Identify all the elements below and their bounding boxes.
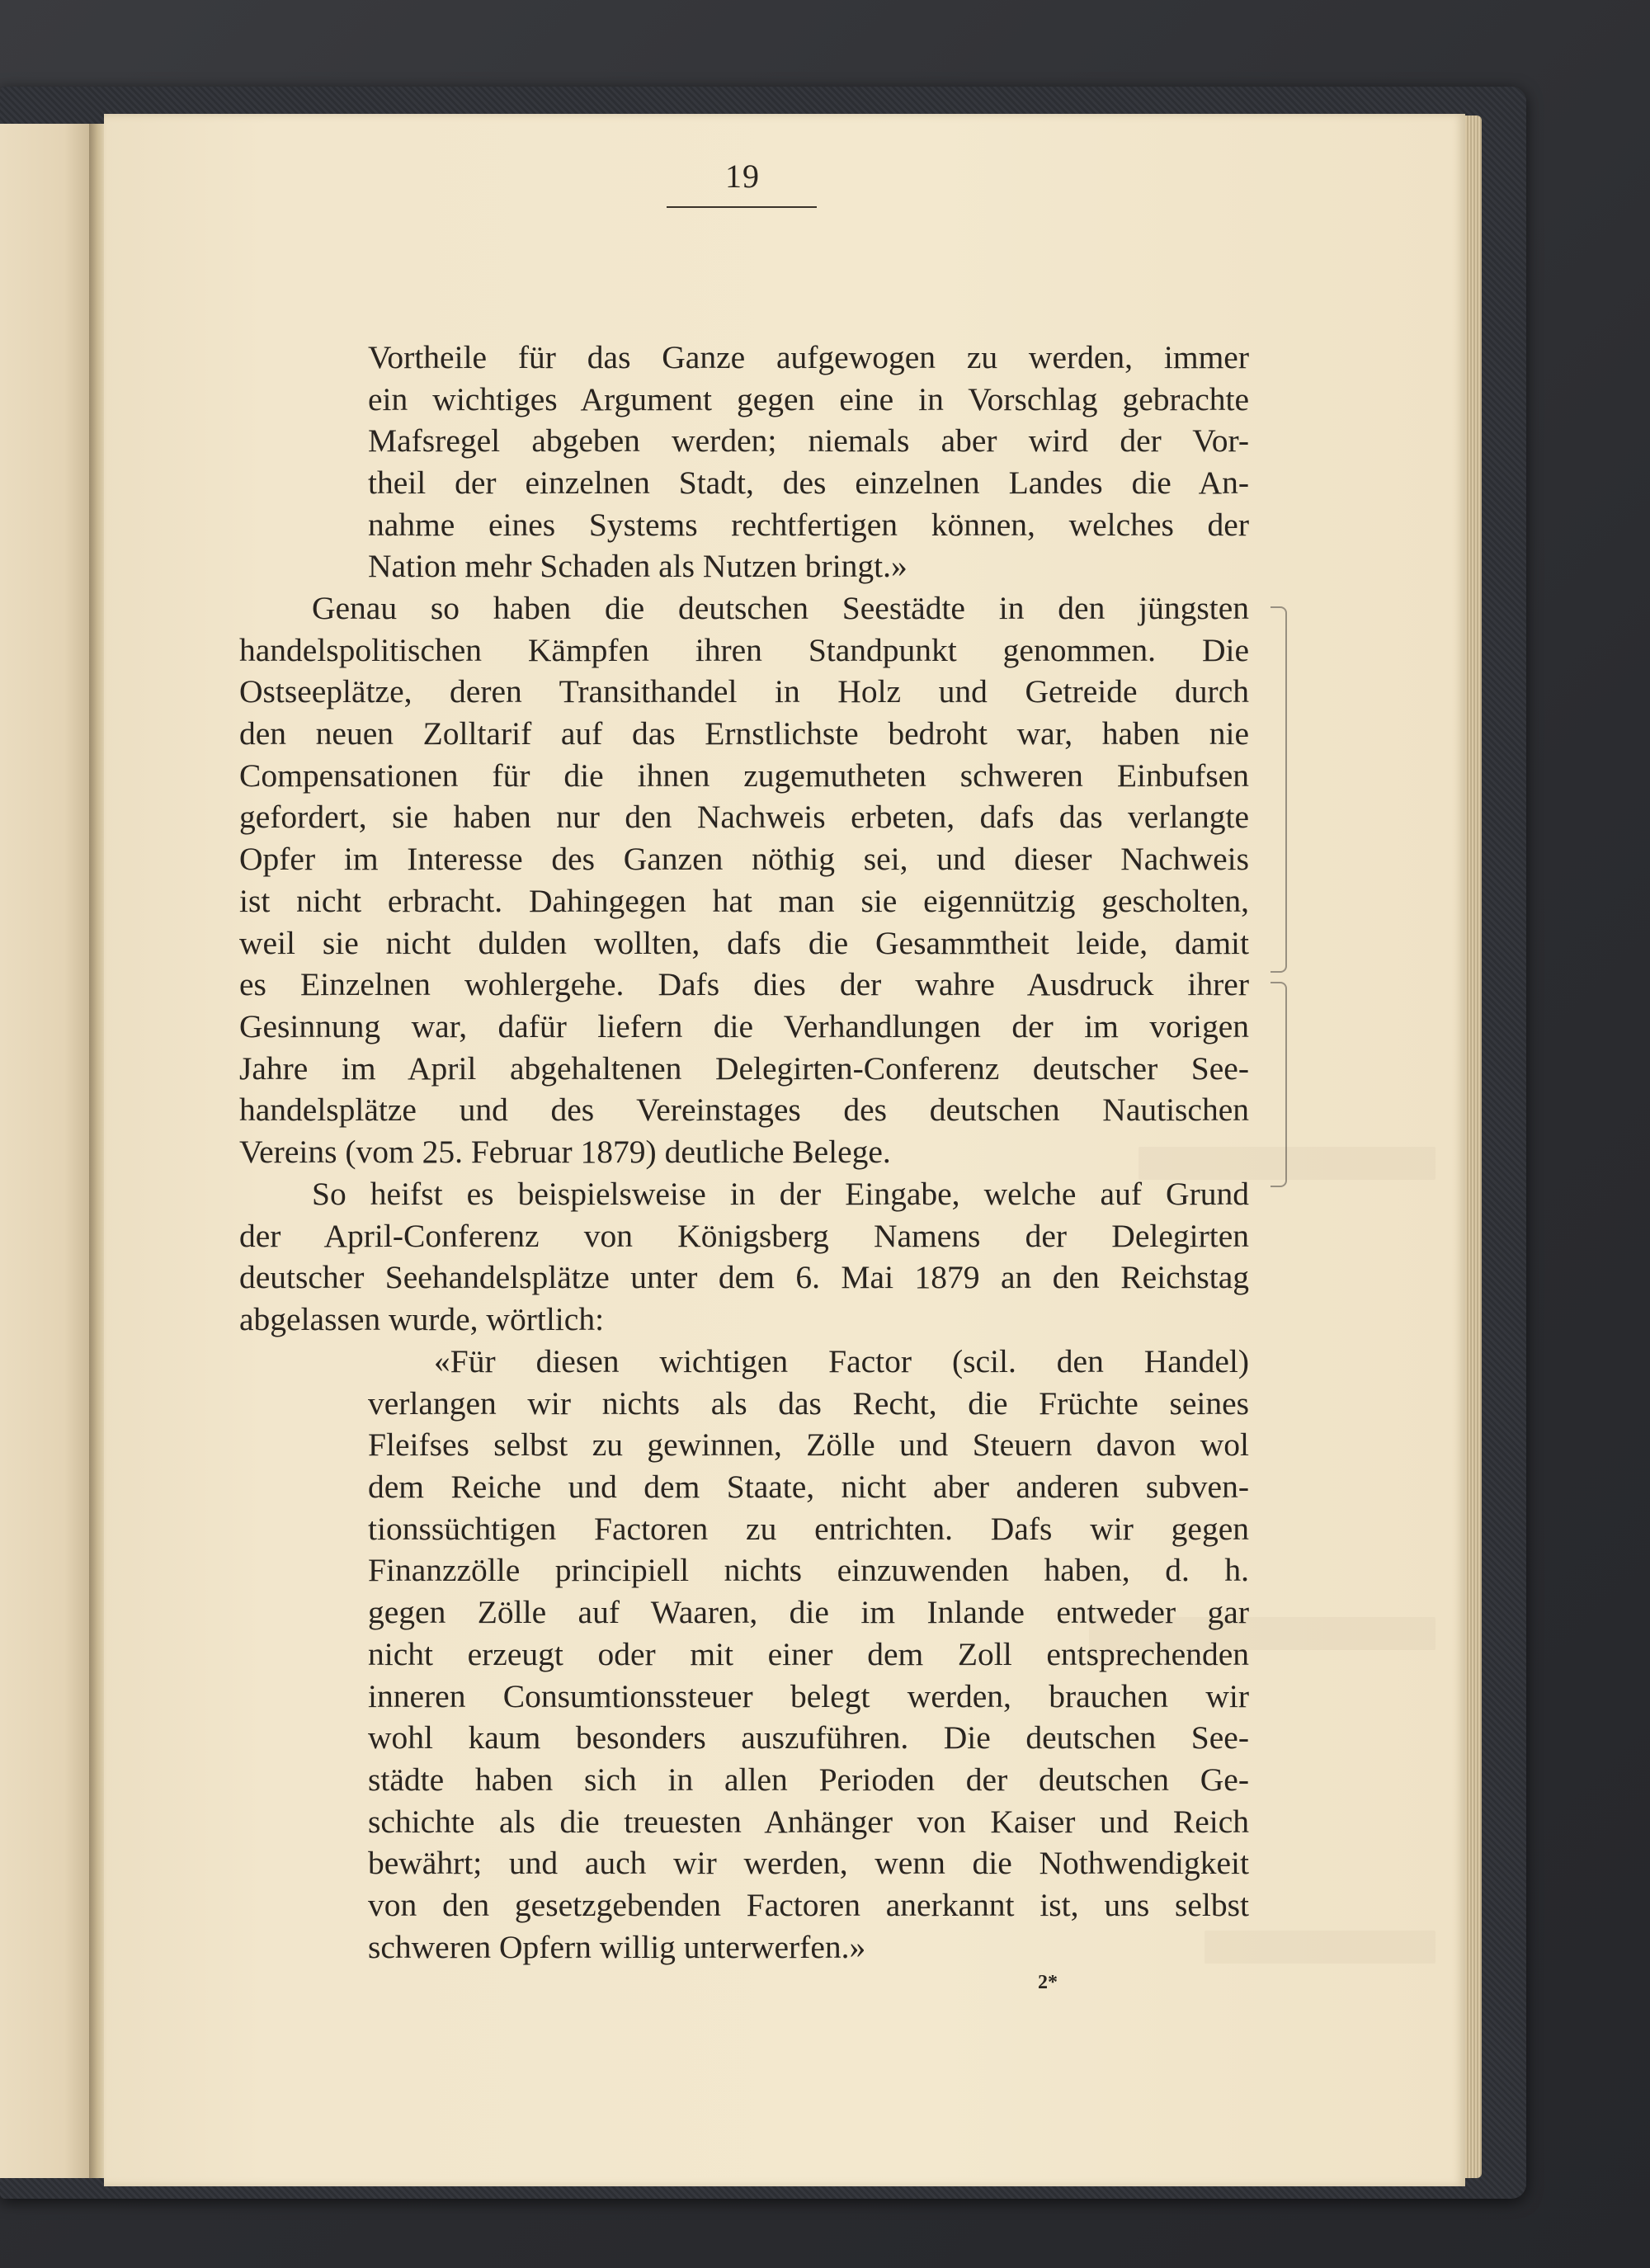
text-line: Gesinnung war, dafür liefern die Verhandlungen der im vorigen xyxy=(239,1007,1249,1044)
text-line: inneren Consumtionssteuer belegt werden, brauchen wir xyxy=(368,1677,1249,1714)
text-line: gegen Zölle auf Waaren, die im Inlande entweder gar xyxy=(368,1594,1249,1631)
pencil-bracket-mark xyxy=(1270,606,1287,973)
text-line: den neuen Zolltarif auf das Ernstlichste bedroht war, haben nie xyxy=(239,715,1249,752)
text-line: Mafsregel abgeben werden; niemals aber wird der Vor- xyxy=(368,422,1249,460)
text-line: Genau so haben die deutschen Seestädte in den jüngsten xyxy=(312,590,1249,626)
text-line: nicht erzeugt oder mit einer dem Zoll entsprechenden xyxy=(368,1635,1249,1672)
text-line: handelspolitischen Kämpfen ihren Standpunkt genommen. Die xyxy=(239,631,1249,668)
text-line: gefordert, sie haben nur den Nachweis erbeten, dafs das verlangte xyxy=(239,799,1249,836)
text-line: Fleifses selbst zu gewinnen, Zölle und Steuern davon wol xyxy=(368,1426,1249,1464)
text-line: von den gesetzgebenden Factoren anerkannt ist, uns selbst xyxy=(368,1886,1249,1923)
text-line: Opfer im Interesse des Ganzen nöthig sei, und dieser Nachweis xyxy=(239,841,1249,878)
text-line: So heifst es beispielsweise in der Eingabe, welche auf Grund xyxy=(312,1176,1249,1212)
text-line: ist nicht erbracht. Dahingegen hat man sie eigennützig gescholten, xyxy=(239,882,1249,919)
text-line: ein wichtiges Argument gegen eine in Vorschlag gebrachte xyxy=(368,380,1249,417)
text-line: bewährt; und auch wir werden, wenn die Nothwendigkeit xyxy=(368,1845,1249,1882)
text-line: deutscher Seehandelsplätze unter dem 6. Mai 1879 an den Reichstag xyxy=(239,1259,1249,1296)
text-line: schweren Opfern willig unterwerfen.» xyxy=(368,1928,866,1965)
text-line: Vereins (vom 25. Februar 1879) deutliche Belege. xyxy=(239,1133,891,1170)
text-line: der April-Conferenz von Königsberg Namens der Delegirten xyxy=(239,1217,1249,1254)
left-facing-page xyxy=(0,124,92,2178)
continuation-quote-block xyxy=(368,338,1249,589)
header-rule xyxy=(667,206,817,208)
page-number: 19 xyxy=(725,158,760,195)
text-line: Jahre im April abgehaltenen Delegirten-Conferenz deutscher See- xyxy=(239,1049,1249,1087)
text-line: schichte als die treuesten Anhänger von Kaiser und Reich xyxy=(368,1803,1249,1840)
text-line: Nation mehr Schaden als Nutzen bringt.» xyxy=(368,548,908,585)
text-line: Compensationen für die ihnen zugemutheten schweren Einbufsen xyxy=(239,757,1249,794)
text-line: Finanzzölle principiell nichts einzuwenden haben, d. h. xyxy=(368,1552,1249,1589)
text-line: abgelassen wurde, wörtlich: xyxy=(239,1301,605,1338)
text-line: theil der einzelnen Stadt, des einzelnen Landes die An- xyxy=(368,464,1249,502)
text-line: dem Reiche und dem Staate, nicht aber anderen subven- xyxy=(368,1469,1249,1506)
text-line: handelsplätze und des Vereinstages des deutschen Nautischen xyxy=(239,1092,1249,1129)
text-line: Ostseeplätze, deren Transithandel in Holz und Getreide durch xyxy=(239,673,1249,710)
text-line: städte haben sich in allen Perioden der deutschen Ge- xyxy=(368,1761,1249,1798)
text-line: «Für diesen wichtigen Factor (scil. den Handel) xyxy=(434,1343,1249,1379)
text-line: nahme eines Systems rechtfertigen können, welches der xyxy=(368,506,1249,543)
signature-mark: 2* xyxy=(1038,1972,1058,1993)
pencil-bracket-mark xyxy=(1270,982,1287,1187)
text-line: es Einzelnen wohlergehe. Dafs dies der wahre Ausdruck ihrer xyxy=(239,966,1249,1003)
paragraph-2 xyxy=(239,1175,1249,1342)
text-line: Vortheile für das Ganze aufgewogen zu werden, immer xyxy=(368,339,1249,375)
text-line: weil sie nicht dulden wollten, dafs die Gesammtheit leide, damit xyxy=(239,924,1249,961)
quotation-block xyxy=(368,1342,1249,1969)
text-line: tionssüchtigen Factoren zu entrichten. Dafs wir gegen xyxy=(368,1510,1249,1547)
text-line: verlangen wir nichts als das Recht, die Früchte seines xyxy=(368,1384,1249,1422)
paragraph-1 xyxy=(239,589,1249,1175)
text-line: wohl kaum besonders auszuführen. Die deutschen See- xyxy=(368,1719,1249,1756)
